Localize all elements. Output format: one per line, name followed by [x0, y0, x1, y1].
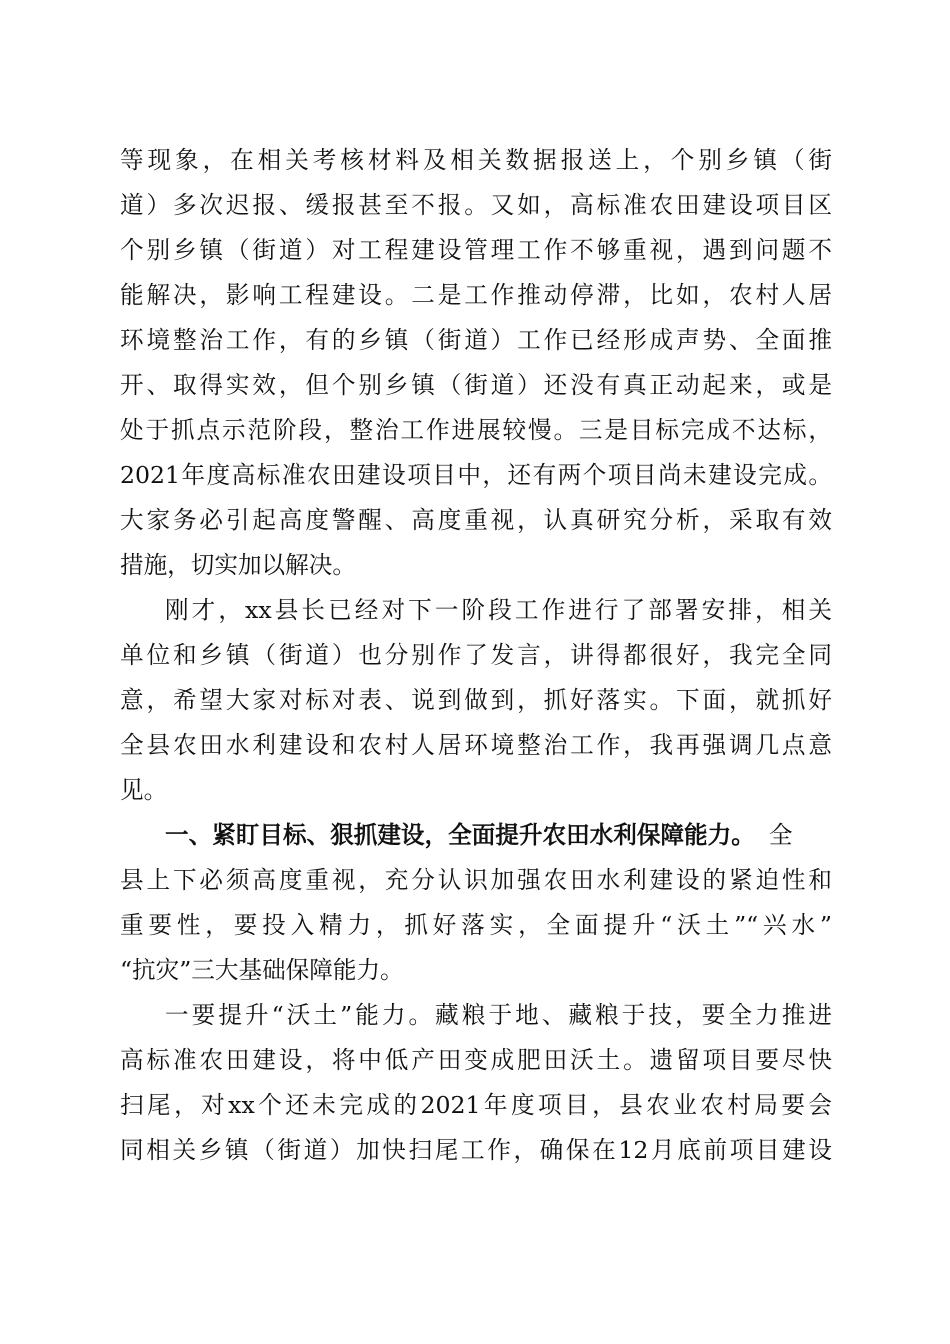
text-line: 开、取得实效，但个别乡镇（街道）还没有真正动起来，或是 — [120, 371, 832, 399]
text-line: 全县农田水利建设和农村人居环境整治工作，我再强调几点意 — [120, 731, 832, 759]
text-line: 2021年度高标准农田建设项目中，还有两个项目尚未建设完成。 — [120, 461, 832, 489]
text-line: 单位和乡镇（街道）也分别作了发言，讲得都很好，我完全同 — [120, 641, 832, 669]
text-line: 道）多次迟报、缓报甚至不报。又如，高标准农田建设项目区 — [120, 191, 832, 219]
text-line: 扫尾，对xx个还未完成的2021年度项目，县农业农村局要会 — [120, 1091, 832, 1119]
text-line: 大家务必引起高度警醒、高度重视，认真研究分析，采取有效 — [120, 506, 832, 534]
section-heading: 一、紧盯目标、狠抓建设，全面提升农田水利保障能力。 — [165, 821, 755, 849]
text-line: 个别乡镇（街道）对工程建设管理工作不够重视，遇到问题不 — [120, 236, 832, 264]
text-line: “抗灾”三大基础保障能力。 — [120, 956, 404, 984]
text-line: 同相关乡镇（街道）加快扫尾工作，确保在12月底前项目建设 — [120, 1136, 832, 1164]
text-line: 能解决，影响工程建设。二是工作推动停滞，比如，农村人居 — [120, 281, 832, 309]
text-line: 措施，切实加以解决。 — [120, 551, 356, 579]
text-run: 全 — [768, 821, 793, 849]
text-line: 重要性，要投入精力，抓好落实，全面提升“沃土”“兴水” — [120, 911, 832, 939]
text-line: 意，希望大家对标对表、说到做到，抓好落实。下面，就抓好 — [120, 686, 832, 714]
section-heading-line — [165, 817, 832, 853]
text-line: 见。 — [120, 776, 168, 804]
text-line: 处于抓点示范阶段，整治工作进展较慢。三是目标完成不达标， — [120, 416, 832, 444]
paragraph-first-line: 刚才，xx县长已经对下一阶段工作进行了部署安排，相关 — [165, 596, 832, 624]
text-line: 高标准农田建设，将中低产田变成肥田沃土。遗留项目要尽快 — [120, 1046, 832, 1074]
text-line: 环境整治工作，有的乡镇（街道）工作已经形成声势、全面推 — [120, 326, 832, 354]
paragraph-first-line: 一要提升“沃土”能力。藏粮于地、藏粮于技，要全力推进 — [165, 1001, 832, 1029]
text-line: 县上下必须高度重视，充分认识加强农田水利建设的紧迫性和 — [120, 866, 832, 894]
text-line: 等现象，在相关考核材料及相关数据报送上，个别乡镇（街 — [120, 146, 832, 174]
